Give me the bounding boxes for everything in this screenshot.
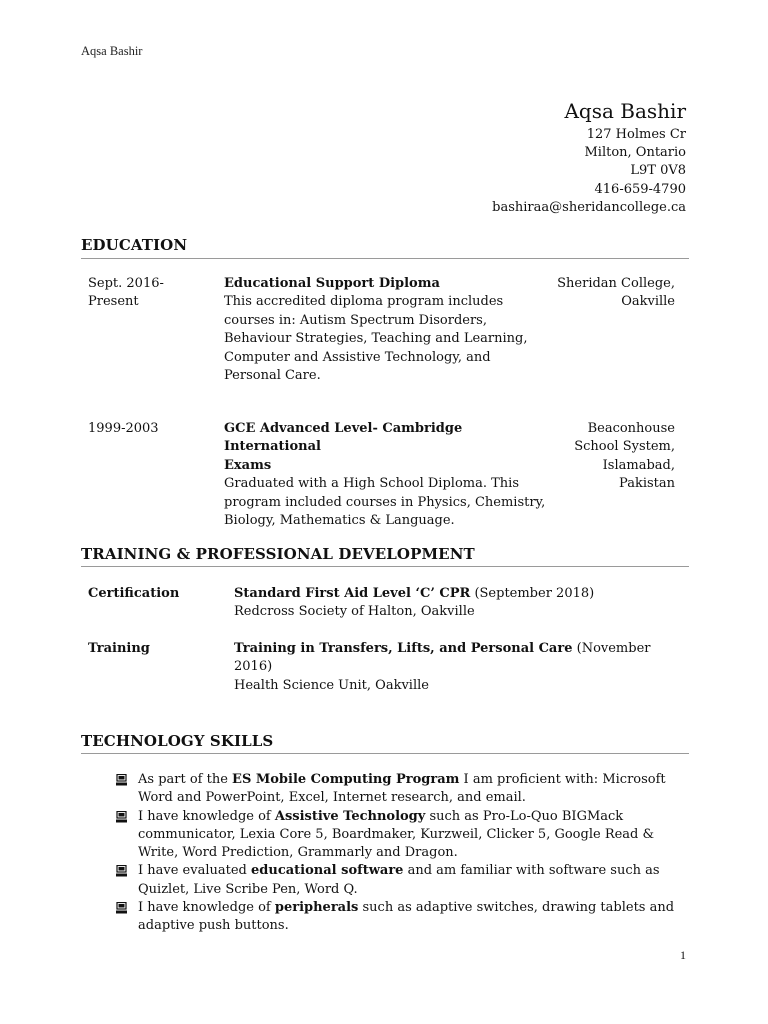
training-label: Certification xyxy=(88,586,180,601)
section-divider xyxy=(81,566,689,567)
page-number: 1 xyxy=(680,948,686,962)
applicant-name: Aqsa Bashir xyxy=(564,99,686,123)
training-details: Training in Transfers, Lifts, and Personal Care (November 2016) Health Science Unit, Oakville xyxy=(234,640,654,695)
training-title: Training in Transfers, Lifts, and Personal Care xyxy=(234,641,573,656)
degree-title: GCE Advanced Level- Cambridge International xyxy=(224,421,463,455)
education-heading: EDUCATION xyxy=(81,236,188,254)
address-postal: L9T 0V8 xyxy=(630,163,686,179)
training-provider: Redcross Society of Halton, Oakville xyxy=(234,604,475,620)
training-heading: TRAINING & PROFESSIONAL DEVELOPMENT xyxy=(81,545,475,563)
email-address[interactable]: bashiraa@sheridancollege.ca xyxy=(492,199,686,215)
computer-icon xyxy=(116,902,127,914)
section-divider xyxy=(81,258,689,259)
education-details: Educational Support Diploma This accredited diploma program includes courses in: Autism Spectrum Disorders, Behaviour Strategies, Teaching and Learning, Computer and Assistive Technology, and Personal Care. xyxy=(224,275,554,385)
education-institution: Beaconhouse School System, Islamabad, Pakistan xyxy=(574,421,675,492)
address-street: 127 Holmes Cr xyxy=(586,127,686,142)
education-details: GCE Advanced Level- Cambridge International Exams Graduated with a High School Diploma. This program included courses in Physics, Chemistry, Biology, Mathematics & Language. xyxy=(224,420,554,530)
list-item: I have knowledge of Assistive Technology such as Pro-Lo-Quo BIGMack communicator, Lexia Core 5, Boardmaker, Kurzweil, Clicker 5, Google Read & Write, Word Prediction, Grammarly and Dragon. xyxy=(116,808,696,863)
running-header: Aqsa Bashir xyxy=(81,44,143,58)
computer-icon xyxy=(116,774,127,786)
list-item: I have evaluated educational software and am familiar with software such as Quizlet, Live Scribe Pen, Word Q. xyxy=(116,862,696,899)
degree-title: Educational Support Diploma xyxy=(224,276,440,291)
list-item: I have knowledge of peripherals such as adaptive switches, drawing tablets and adaptive push buttons. xyxy=(116,899,696,936)
phone-number: 416-659-4790 xyxy=(594,181,686,197)
education-date: Sept. 2016- Present xyxy=(88,276,164,310)
section-divider xyxy=(81,753,689,754)
technology-heading: TECHNOLOGY SKILLS xyxy=(81,732,274,750)
training-provider: Health Science Unit, Oakville xyxy=(234,677,429,693)
contact-block xyxy=(492,96,686,217)
computer-icon xyxy=(116,811,127,823)
list-item: As part of the ES Mobile Computing Program I am proficient with: Microsoft Word and PowerPoint, Excel, Internet research, and email. xyxy=(116,771,696,808)
technology-list xyxy=(116,771,696,936)
training-label: Training xyxy=(88,641,150,656)
degree-title-cont: Exams xyxy=(224,457,272,473)
education-date: 1999-2003 xyxy=(88,421,159,436)
training-details: Standard First Aid Level ‘C’ CPR (September 2018) Redcross Society of Halton, Oakville xyxy=(234,585,654,622)
computer-icon xyxy=(116,865,127,877)
education-institution: Sheridan College, Oakville xyxy=(557,276,675,310)
training-title: Standard First Aid Level ‘C’ CPR xyxy=(234,586,471,601)
address-city: Milton, Ontario xyxy=(584,145,686,161)
